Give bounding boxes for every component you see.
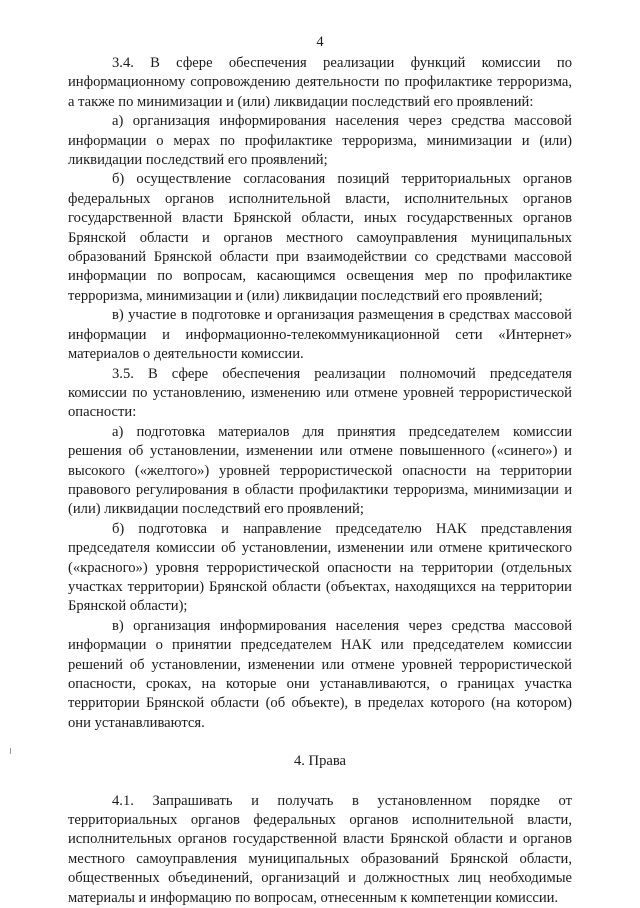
scan-edge-mark [10,748,11,754]
paragraph-3-5: 3.5. В сфере обеспечения реализации полномочий председателя комиссии по установлению, изменению или отмене уровней террористической опасности: [68,365,572,421]
section-4-heading: 4. Права [293,753,347,770]
paragraph-3-4-v: в) участие в подготовке и организация размещения в средствах массовой информации и информационно-телекоммуникационной сети «Интернет» материалов о деятельности комиссии. [68,307,572,363]
document-body [68,54,572,908]
paragraph-3-4: 3.4. В сфере обеспечения реализации функций комиссии по информационному сопровождению деятельности по профилактике терроризма, а также по минимизации и (или) ликвидации последствий его проявлений: [68,55,572,110]
paragraph-3-4-a: а) организация информирования населения через средства массовой информации о мерах по профилактике терроризма, минимизации и (или) ликвидации последствий его проявлений; [68,113,572,169]
paragraph-4-1: 4.1. Запрашивать и получать в установленном порядке от территориальных органов федеральных органов исполнительной власти, исполнительных органов государственной власти Брянской области и органов местного самоуправления муниципальных образований Брянской области, общественных объединений, организаций и должностных лиц необходимые материалы и информацию по вопросам, отнесенным к компетенции комиссии. [68,792,572,906]
paragraph-3-5-b: б) подготовка и направление председателю НАК представления председателя комиссии об установлении, изменении или отмене критического («красного») уровня террористической опасности на территории (отдельных участках территории) Брянской области (объектах, находящихся на территории Брянской области); [68,520,572,615]
paragraph-3-4-b: б) осуществление согласования позиций территориальных органов федеральных органов исполнительной власти, исполнительных органов государственной власти Брянской области, иных государственных органов Брянской области и органов местного самоуправления муниципальных образований Брянской области при взаимодействии со средствами массовой информации по вопросам, касающимся освещения мер по профилактике терроризма, минимизации и (или) ликвидации последствий его проявлений; [68,171,572,304]
paragraph-3-5-v: в) организация информирования населения через средства массовой информации о принятии председателем НАК или председателем комиссии решений об установлении, изменении или отмене уровней террористической опасности, сроках, на которые они устанавливаются, о границах участка территории Брянской области (об объекте), в пределах которого (на котором) они устанавливаются. [68,617,572,731]
paragraph-3-5-a: а) подготовка материалов для принятия председателем комиссии решения об установлении, изменении или отмене повышенного («синего») и высокого («желтого») уровней террористической опасности на территории правового регулирования в области профилактики терроризма, минимизации и (или) ликвидации последствий его проявлений; [68,423,572,518]
page-number: 4 [316,34,324,50]
